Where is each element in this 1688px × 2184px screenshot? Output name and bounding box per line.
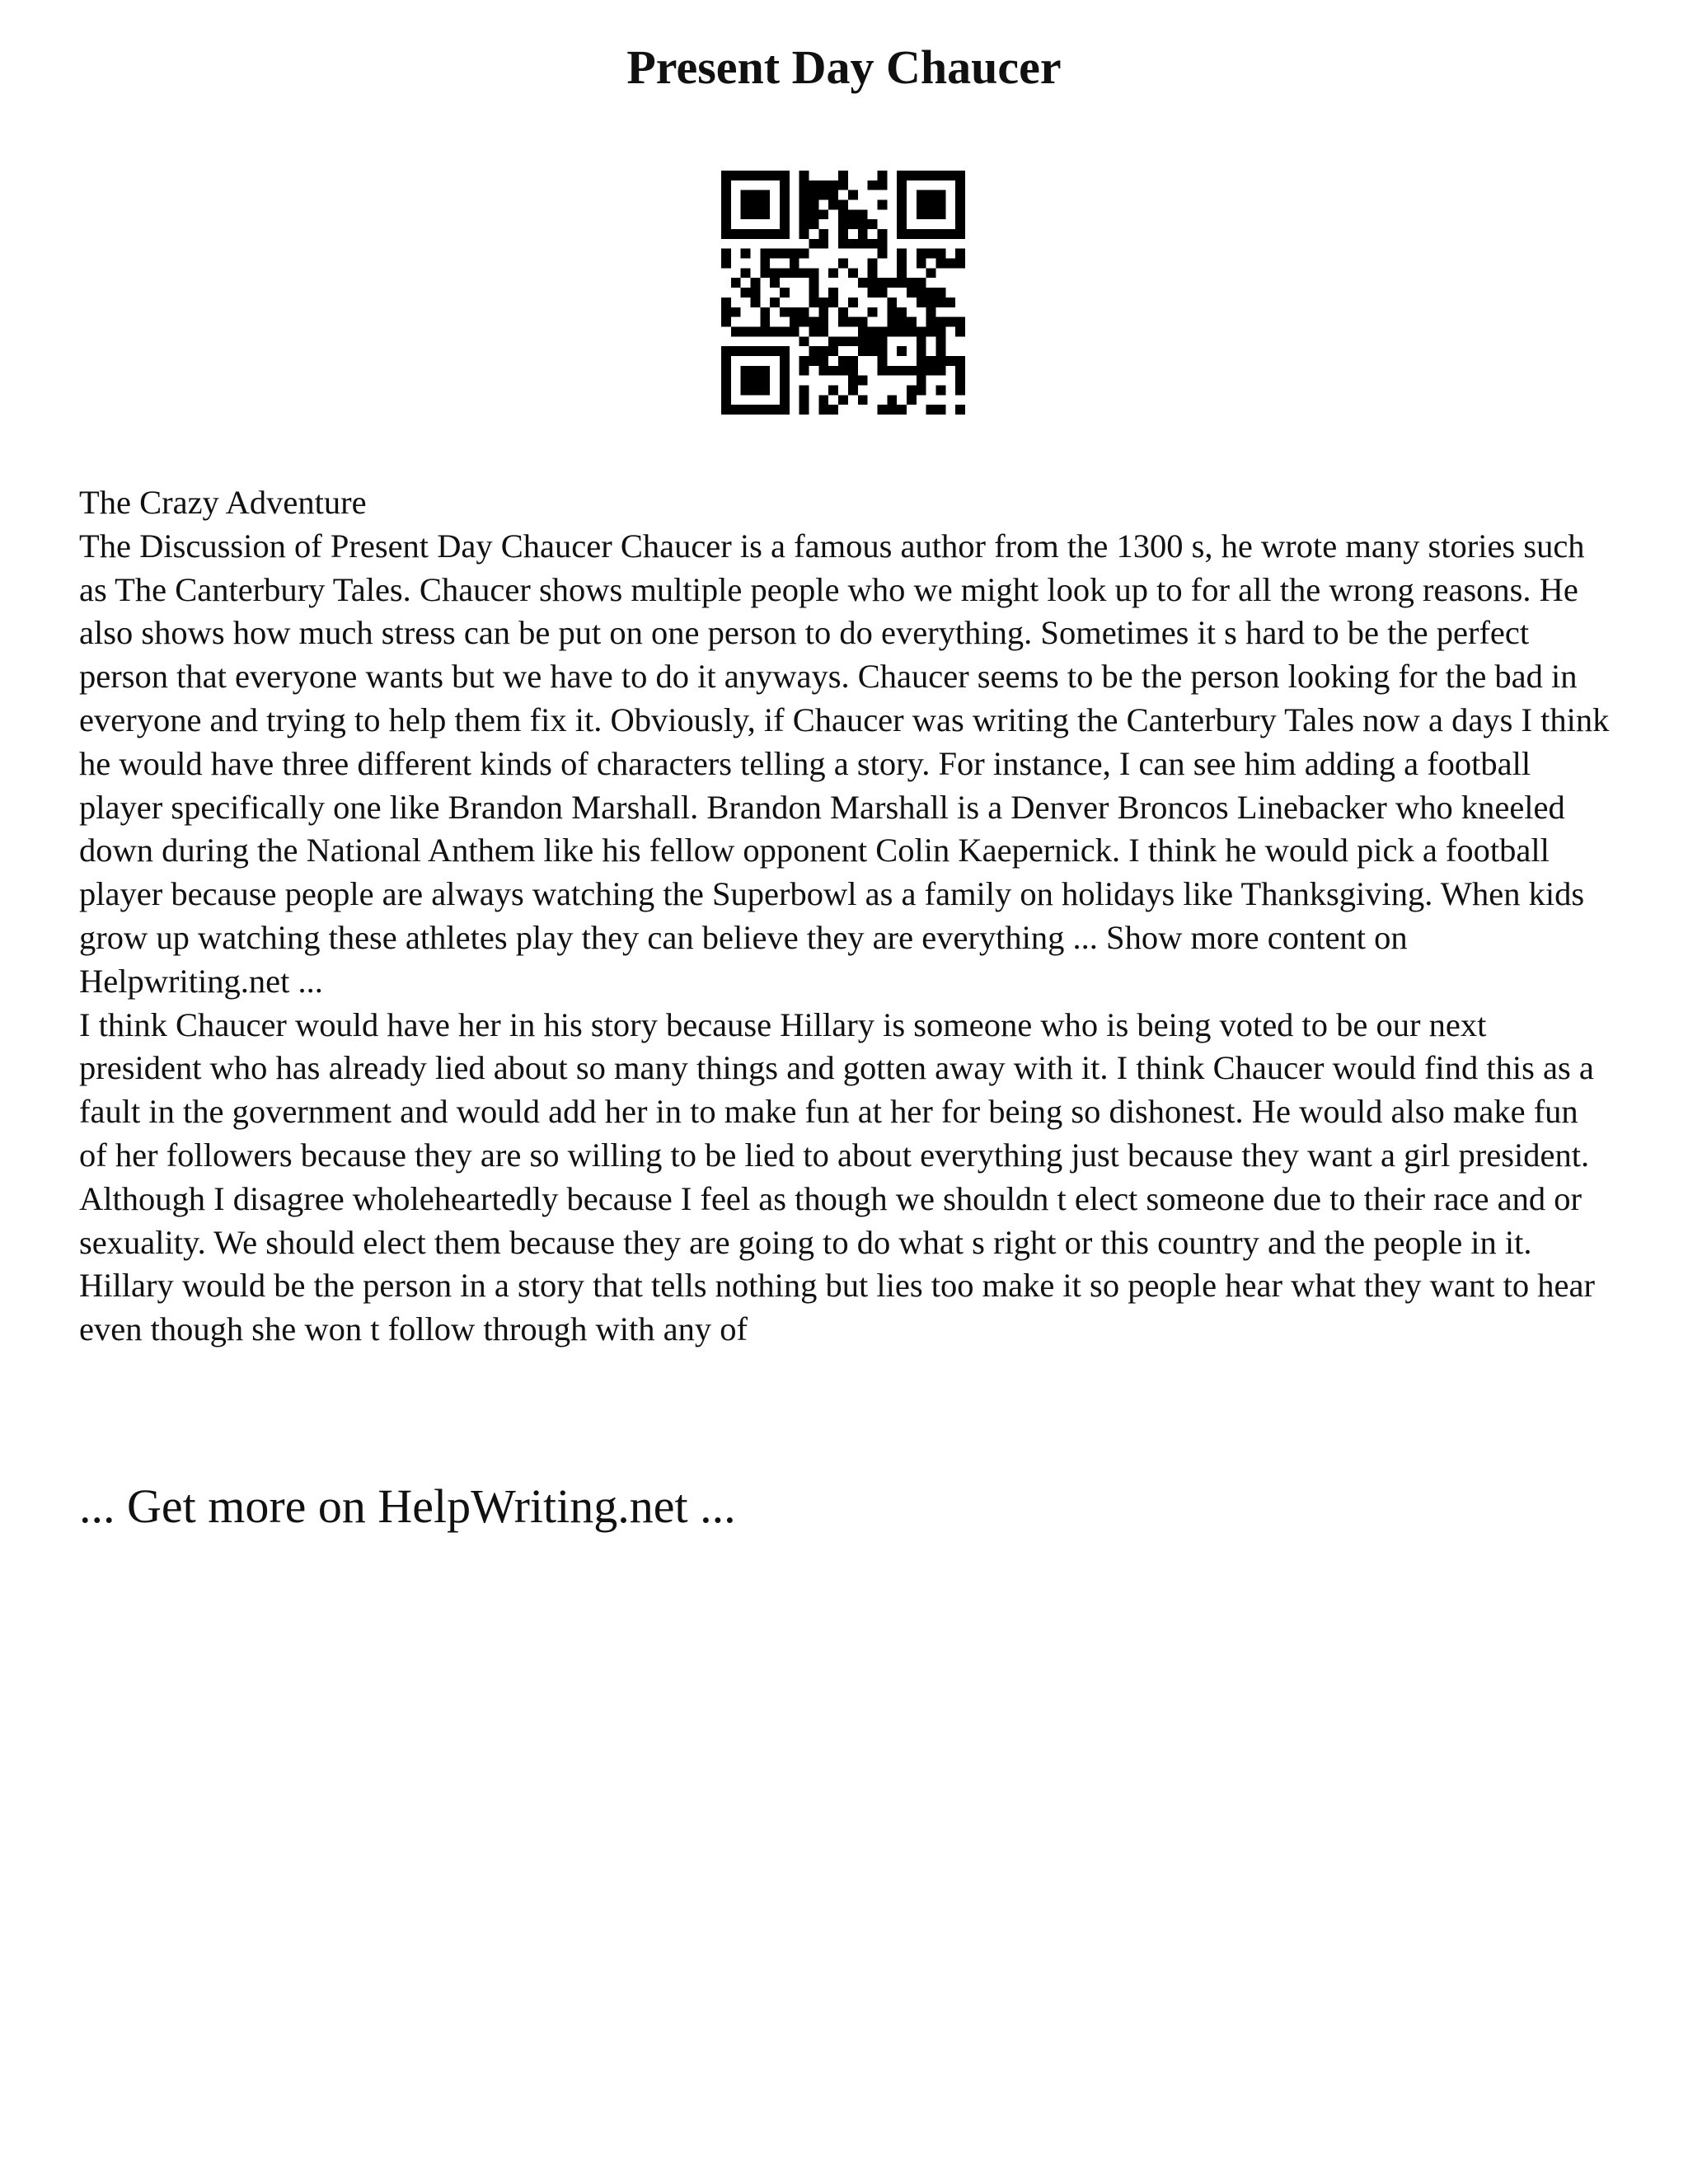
paragraph-2: I think Chaucer would have her in his story because Hillary is someone who is being voted to be our next president who has already lied about so many things and gotten away with it. I think Chaucer would find this as a fault in the government and would add her in to make fun at her for being so dishonest. He would also make fun of her followers because they are so willing to be lied to about everything just because they want a girl president. Although I disagree wholeheartedly because I feel as though we shouldn t elect someone due to their race and or sexuality. We should elect them because they are going to do what s right or this country and the people in it. Hillary would be the person in a story that tells nothing but lies too make it so people hear what they want to hear even though she won t follow through with any of [79,1005,1595,1348]
document-title: Present Day Chaucer [626,40,1062,94]
paragraph-1: The Discussion of Present Day Chaucer Chaucer is a famous author from the 1300 s, he wrote many stories such as The Canterbury Tales. Chaucer shows multiple people who we might look up to for all the wrong reasons. He also shows how much stress can be put on one person to do everything. Sometimes it s hard to be the perfect person that everyone wants but we have to do it anyways. Chaucer seems to be the person looking for the bad in everyone and trying to help them fix it. Obviously, if Chaucer was writing the Canterbury Tales now a days I think he would have three different kinds of characters telling a story. For instance, I can see him adding a football player specifically one like Brandon Marshall. Brandon Marshall is a Denver Broncos Linebacker who kneeled down during the National Anthem like his fellow opponent Colin Kaepernick. I think he would pick a football player because people are always watching the Superbowl as a family on holidays like Thanksgiving. When kids grow up watching these athletes play they can believe they are everything ... Show more content on Helpwriting.net ... [79,527,1610,1000]
document-body [79,481,1612,1352]
section-heading: The Crazy Adventure [79,484,367,521]
qr-code-icon [721,171,965,415]
get-more-link[interactable]: ... Get more on HelpWriting.net ... [79,1479,736,1533]
